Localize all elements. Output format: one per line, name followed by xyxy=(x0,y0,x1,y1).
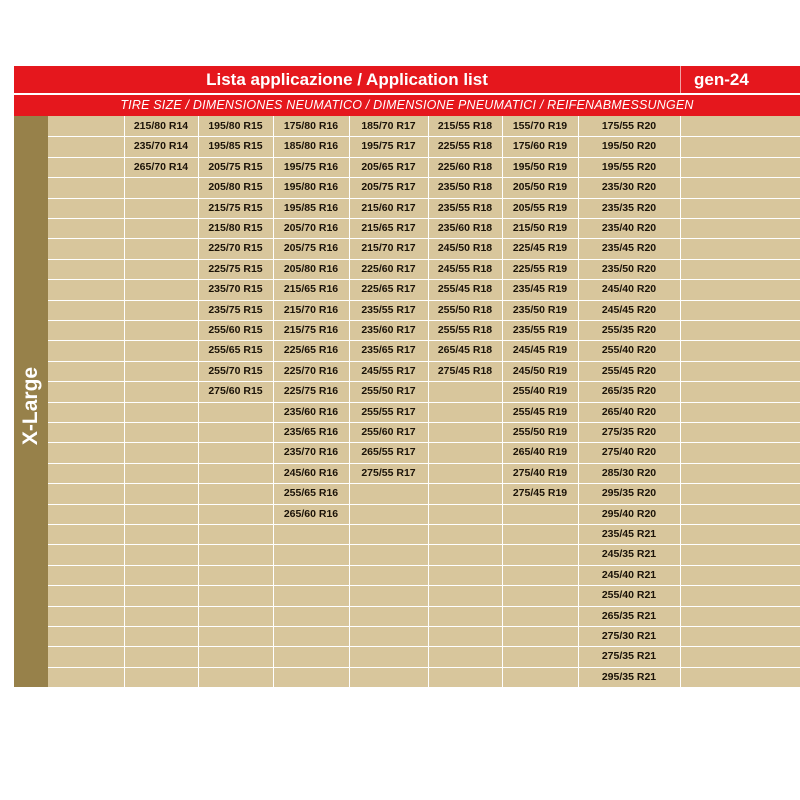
tire-size-cell: 255/45 R20 xyxy=(601,365,657,377)
tire-size-cell: 175/80 R16 xyxy=(283,120,339,132)
tire-size-cell: 195/80 R15 xyxy=(208,120,263,132)
tire-size-cell: 255/45 R19 xyxy=(512,406,568,418)
tire-size-cell: 255/45 R18 xyxy=(437,283,493,295)
tire-size-cell: 255/40 R19 xyxy=(512,385,568,397)
tire-size-cell: 275/40 R19 xyxy=(512,467,568,479)
tire-size-cell: 235/50 R19 xyxy=(512,304,568,316)
tire-size-cell: 235/70 R15 xyxy=(208,283,263,295)
tire-size-cell: 285/30 R20 xyxy=(601,467,657,479)
tire-size-grid xyxy=(48,116,800,687)
tire-size-cell: 255/65 R15 xyxy=(208,344,263,356)
tire-size-cell: 215/70 R17 xyxy=(361,242,416,254)
tire-size-cell: 245/45 R19 xyxy=(512,344,568,356)
tire-size-cell: 205/70 R16 xyxy=(283,222,339,234)
tire-size-cell: 195/55 R20 xyxy=(601,161,657,173)
tire-size-cell: 235/70 R16 xyxy=(283,446,339,458)
tire-size-cell: 235/65 R16 xyxy=(283,426,339,438)
grid-row-divider xyxy=(48,646,800,647)
tire-size-cell: 245/40 R20 xyxy=(601,283,657,295)
tire-size-cell: 215/75 R16 xyxy=(283,324,339,336)
tire-size-cell: 295/35 R21 xyxy=(601,671,657,683)
subtitle-bar xyxy=(14,95,800,116)
tire-size-cell: 235/30 R20 xyxy=(601,181,657,193)
tire-size-cell: 225/55 R19 xyxy=(512,263,568,275)
tire-size-cell: 235/45 R20 xyxy=(601,242,657,254)
tire-size-cell: 255/50 R17 xyxy=(361,385,416,397)
tire-size-cell: 245/35 R21 xyxy=(601,548,657,560)
tire-size-cell: 275/60 R15 xyxy=(208,385,263,397)
tire-size-cell: 215/55 R18 xyxy=(437,120,493,132)
tire-size-cell: 225/65 R17 xyxy=(361,283,416,295)
tire-size-cell: 215/80 R15 xyxy=(208,222,263,234)
tire-size-cell: 265/35 R20 xyxy=(601,385,657,397)
tire-size-cell: 225/60 R18 xyxy=(437,161,493,173)
tire-size-cell: 265/70 R14 xyxy=(133,161,189,173)
category-band xyxy=(14,116,48,687)
tire-size-cell: 215/65 R17 xyxy=(361,222,416,234)
tire-size-cell: 265/45 R18 xyxy=(437,344,493,356)
tire-size-cell: 205/75 R15 xyxy=(208,161,263,173)
tire-size-cell: 225/45 R19 xyxy=(512,242,568,254)
tire-size-cell: 215/50 R19 xyxy=(512,222,568,234)
tire-size-cell: 225/55 R18 xyxy=(437,140,493,152)
tire-size-cell: 205/75 R17 xyxy=(361,181,416,193)
tire-size-cell: 175/60 R19 xyxy=(512,140,568,152)
tire-size-cell: 225/70 R16 xyxy=(283,365,339,377)
tire-size-cell: 185/80 R16 xyxy=(283,140,339,152)
tire-size-cell: 255/60 R15 xyxy=(208,324,263,336)
tire-size-cell: 205/75 R16 xyxy=(283,242,339,254)
tire-size-cell: 295/35 R20 xyxy=(601,487,657,499)
tire-size-cell: 195/80 R16 xyxy=(283,181,339,193)
tire-size-cell: 265/40 R19 xyxy=(512,446,568,458)
tire-size-cell: 245/55 R18 xyxy=(437,263,493,275)
tire-size-cell: 235/45 R19 xyxy=(512,283,568,295)
tire-size-cell: 235/35 R20 xyxy=(601,202,657,214)
tire-size-cell: 205/50 R19 xyxy=(512,181,568,193)
list-code: gen-24 xyxy=(694,70,749,89)
grid-row-divider xyxy=(48,585,800,586)
tire-size-cell: 255/40 R20 xyxy=(601,344,657,356)
tire-size-cell: 255/50 R19 xyxy=(512,426,568,438)
tire-size-cell: 195/50 R20 xyxy=(601,140,657,152)
grid-row-divider xyxy=(48,544,800,545)
grid-column-divider xyxy=(680,116,681,687)
tire-size-cell: 235/60 R18 xyxy=(437,222,493,234)
tire-size-cell: 205/55 R19 xyxy=(512,202,568,214)
title-bar xyxy=(14,66,800,93)
tire-size-cell: 245/45 R20 xyxy=(601,304,657,316)
tire-size-cell: 215/65 R16 xyxy=(283,283,339,295)
tire-size-cell: 275/30 R21 xyxy=(601,630,657,642)
tire-size-cell: 205/80 R16 xyxy=(283,263,339,275)
tire-size-cell: 255/50 R18 xyxy=(437,304,493,316)
tire-size-cell: 265/35 R21 xyxy=(601,610,657,622)
tire-size-cell: 235/45 R21 xyxy=(601,528,657,540)
tire-size-cell: 295/40 R20 xyxy=(601,508,657,520)
tire-size-cell: 215/75 R15 xyxy=(208,202,263,214)
tire-size-cell: 255/60 R17 xyxy=(361,426,416,438)
title-divider xyxy=(680,66,681,93)
tire-size-cell: 275/35 R21 xyxy=(601,650,657,662)
category-label: X-Large xyxy=(19,366,42,446)
tire-size-cell: 245/60 R16 xyxy=(283,467,339,479)
tire-size-cell: 245/40 R21 xyxy=(601,569,657,581)
tire-size-cell: 245/50 R19 xyxy=(512,365,568,377)
tire-size-cell: 255/70 R15 xyxy=(208,365,263,377)
tire-size-cell: 215/60 R17 xyxy=(361,202,416,214)
tire-size-cell: 275/55 R17 xyxy=(361,467,416,479)
tire-size-cell: 235/65 R17 xyxy=(361,344,416,356)
grid-row-divider xyxy=(48,626,800,627)
grid-row-divider xyxy=(48,504,800,505)
grid-column-divider xyxy=(124,116,125,687)
tire-size-cell: 235/55 R19 xyxy=(512,324,568,336)
tire-size-cell: 235/60 R16 xyxy=(283,406,339,418)
tire-size-cell: 275/45 R19 xyxy=(512,487,568,499)
tire-size-cell: 235/75 R15 xyxy=(208,304,263,316)
tire-size-cell: 245/55 R17 xyxy=(361,365,416,377)
tire-size-cell: 195/85 R16 xyxy=(283,202,339,214)
tire-size-cell: 275/45 R18 xyxy=(437,365,493,377)
tire-size-cell: 235/50 R18 xyxy=(437,181,493,193)
page-title: Lista applicazione / Application list xyxy=(206,70,488,89)
tire-size-cell: 255/65 R16 xyxy=(283,487,339,499)
tire-size-cell: 235/40 R20 xyxy=(601,222,657,234)
tire-size-cell: 255/55 R17 xyxy=(361,406,416,418)
tire-size-cell: 275/40 R20 xyxy=(601,446,657,458)
tire-size-cell: 195/75 R17 xyxy=(361,140,416,152)
tire-size-cell: 235/50 R20 xyxy=(601,263,657,275)
tire-size-heading: TIRE SIZE / DIMENSIONES NEUMATICO / DIMENSIONE PNEUMATICI / REIFENABMESSUNGEN xyxy=(120,98,694,112)
tire-size-cell: 255/40 R21 xyxy=(601,589,657,601)
tire-size-cell: 225/60 R17 xyxy=(361,263,416,275)
tire-size-cell: 225/70 R15 xyxy=(208,242,263,254)
grid-row-divider xyxy=(48,565,800,566)
tire-size-cell: 195/85 R15 xyxy=(208,140,263,152)
tire-size-cell: 265/60 R16 xyxy=(283,508,339,520)
tire-size-cell: 195/50 R19 xyxy=(512,161,568,173)
tire-size-cell: 265/55 R17 xyxy=(361,446,416,458)
tire-size-cell: 265/40 R20 xyxy=(601,406,657,418)
tire-size-cell: 245/50 R18 xyxy=(437,242,493,254)
tire-size-cell: 255/55 R18 xyxy=(437,324,493,336)
grid-row-divider xyxy=(48,483,800,484)
tire-size-cell: 205/65 R17 xyxy=(361,161,416,173)
tire-size-cell: 275/35 R20 xyxy=(601,426,657,438)
grid-row-divider xyxy=(48,667,800,668)
tire-size-cell: 155/70 R19 xyxy=(512,120,568,132)
tire-size-cell: 235/55 R18 xyxy=(437,202,493,214)
tire-size-cell: 225/75 R16 xyxy=(283,385,339,397)
tire-size-cell: 255/35 R20 xyxy=(601,324,657,336)
tire-size-cell: 215/80 R14 xyxy=(133,120,189,132)
tire-size-cell: 195/75 R16 xyxy=(283,161,339,173)
tire-size-cell: 205/80 R15 xyxy=(208,181,263,193)
tire-size-cell: 185/70 R17 xyxy=(361,120,416,132)
tire-size-cell: 225/65 R16 xyxy=(283,344,339,356)
grid-row-divider xyxy=(48,606,800,607)
tire-size-cell: 175/55 R20 xyxy=(601,120,657,132)
grid-row-divider xyxy=(48,524,800,525)
tire-size-cell: 235/70 R14 xyxy=(133,140,189,152)
tire-size-cell: 235/55 R17 xyxy=(361,304,416,316)
tire-size-cell: 225/75 R15 xyxy=(208,263,263,275)
tire-size-cell: 215/70 R16 xyxy=(283,304,339,316)
tire-size-cell: 235/60 R17 xyxy=(361,324,416,336)
